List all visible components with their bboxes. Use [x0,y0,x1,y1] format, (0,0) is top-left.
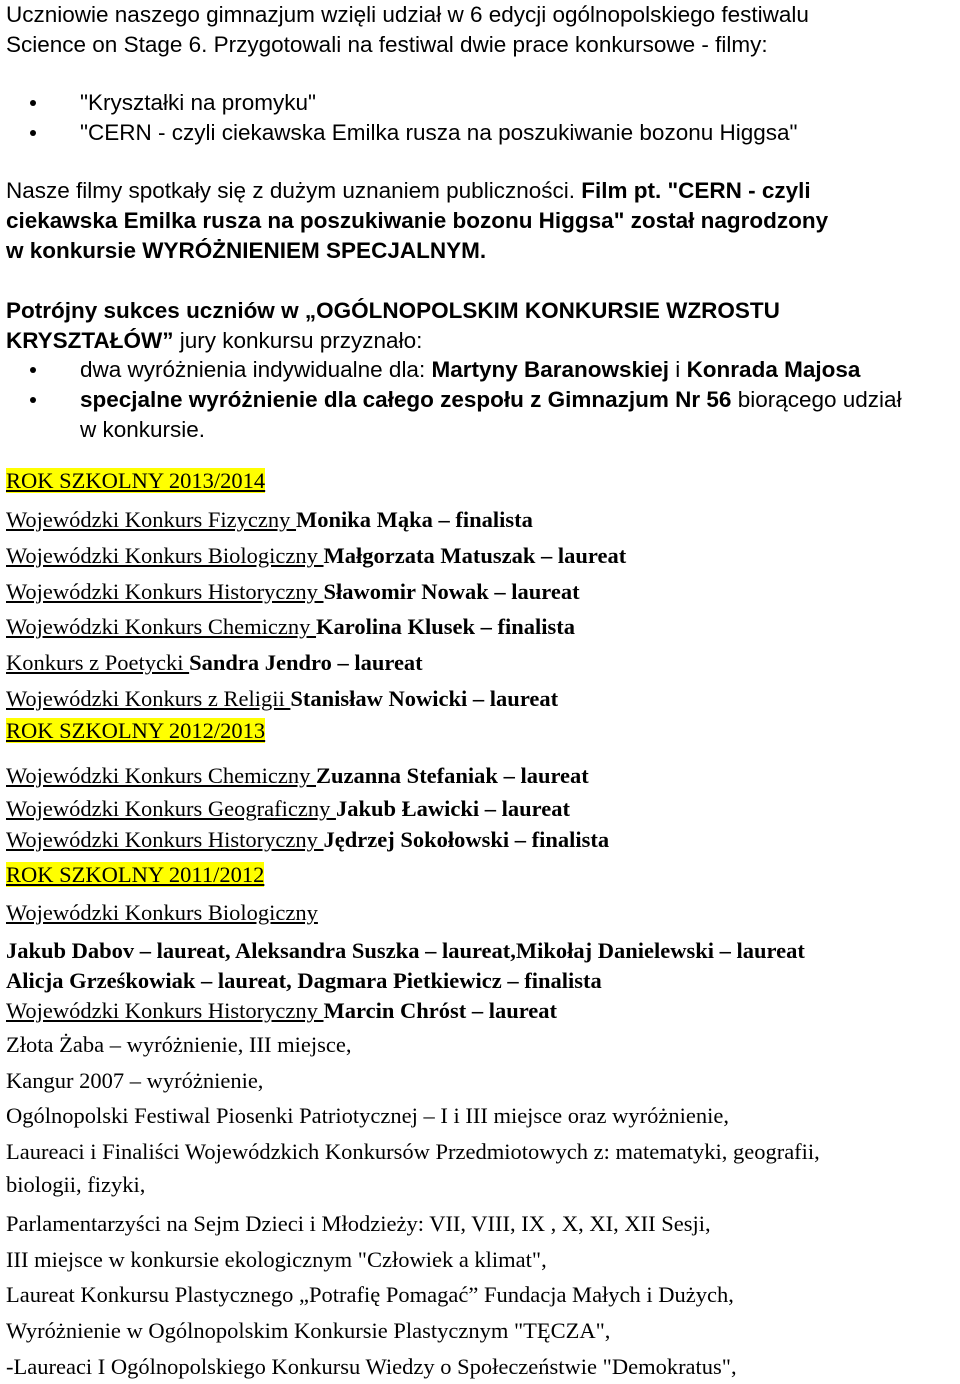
contest-entry: Konkurs z Poetycki Sandra Jendro – laureat [6,650,423,676]
contest-name: „OGÓLNOPOLSKIM KONKURSIE WZROSTU [304,298,780,323]
year-heading: ROK SZKOLNY 2011/2012 [6,862,265,887]
contest-entry: Wojewódzki Konkurs Fizyczny Monika Mąka – finalista [6,507,533,532]
winners-line: Alicja Grześkowiak – laureat, Dagmara Pietkiewicz – finalista [6,968,602,993]
winners-line: Jakub Dabov – laureat, Aleksandra Suszka – laureat,Mikołaj Danielewski – laureat [6,938,805,963]
films-list [6,88,956,148]
contest-entry: Wojewódzki Konkurs Historyczny Jędrzej Sokołowski – finalista [6,827,610,852]
year-heading: ROK SZKOLNY 2013/2014 [6,468,266,493]
crystals-section: Potrójny sukces uczniów w „OGÓLNOPOLSKIM KONKURSIE WZROSTU KRYSZTAŁÓW” jury konkursu przyznało: [6,298,780,353]
bullet-icon [30,100,36,106]
bullet-icon [30,367,36,373]
intro-line: Uczniowie naszego gimnazjum wzięli udział w 6 edycji ogólnopolskiego festiwalu [6,2,809,27]
list-item: specjalne wyróżnienie dla całego zespołu z Gimnazjum Nr 56 biorącego udział w konkursie. [6,385,956,445]
contest-entry: Wojewódzki Konkurs Historyczny Sławomir Nowak – laureat [6,578,580,604]
achievement-item: Laureaci i Finaliści Wojewódzkich Konkursów Przedmiotowych z: matematyki, geografii, [6,1139,820,1165]
contest-entry: Wojewódzki Konkurs z Religii Stanisław Nowicki – laureat [6,685,559,711]
achievement-item: III miejsce w konkursie ekologicznym "Człowiek a klimat", [6,1246,547,1272]
contest-entry: Wojewódzki Konkurs Historyczny Marcin Chróst – laureat [6,998,558,1023]
achievement-item: Parlamentarzyści na Sejm Dzieci i Młodzieży: VII, VIII, IX , X, XI, XII Sesji, [6,1210,711,1236]
contest-name: Wojewódzki Konkurs Biologiczny [6,900,318,925]
year-2011-section [6,860,956,1026]
contest-name: KRYSZTAŁÓW” [6,328,174,353]
bullet-icon [30,397,36,403]
contest-entry: Wojewódzki Konkurs Chemiczny Karolina Klusek – finalista [6,614,576,640]
intro-line: Science on Stage 6. Przygotowali na festiwal dwie prace konkursowe - filmy: [6,32,768,57]
achievement-item: Kangur 2007 – wyróżnienie, [6,1067,264,1093]
list-item: "Kryształki na promyku" [6,88,956,118]
list-item: "CERN - czyli ciekawska Emilka rusza na poszukiwanie bozonu Higgsa" [6,118,956,148]
list-item: dwa wyróżnienia indywidualne dla: Martyny Baranowskiej i Konrada Majosa [6,355,956,385]
year-heading: ROK SZKOLNY 2012/2013 [6,718,266,743]
contest-entry: Wojewódzki Konkurs Chemiczny Zuzanna Stefaniak – laureat [6,763,589,788]
achievement-item: Wyróżnienie w Ogólnopolskim Konkursie Plastycznym "TĘCZA", [6,1317,611,1343]
year-2013-section [6,466,956,717]
achievement-item: Złota Żaba – wyróżnienie, III miejsce, [6,1032,352,1057]
achievement-item: biologii, fizyki, [6,1171,146,1197]
intro-section [6,0,956,60]
achievement-item: -Laureaci I Ogólnopolskiego Konkursu Wiedzy o Społeczeństwie "Demokratus", [6,1353,737,1379]
achievements-section [6,1027,956,1384]
achievement-item: Ogólnopolski Festiwal Piosenki Patriotycznej – I i III miejsce oraz wyróżnienie, [6,1103,729,1129]
film-result: Nasze filmy spotkały się z dużym uznaniem publiczności. Film pt. "CERN - czyli ciekawska Emilka rusza na poszukiwanie bozonu Higgsa" został nagrodzony w konkursie WYRÓŻNIENIEM SPECJALNYM. [6,178,829,263]
year-2012-section [6,716,956,855]
contest-entry: Wojewódzki Konkurs Biologiczny Małgorzata Matuszak – laureat [6,542,627,568]
bullet-icon [30,130,36,136]
crystals-list [6,355,956,445]
contest-entry: Wojewódzki Konkurs Geograficzny Jakub Ławicki – laureat [6,796,570,821]
achievement-item: Laureat Konkursu Plastycznego „Potrafię Pomagać” Fundacja Małych i Dużych, [6,1282,734,1308]
